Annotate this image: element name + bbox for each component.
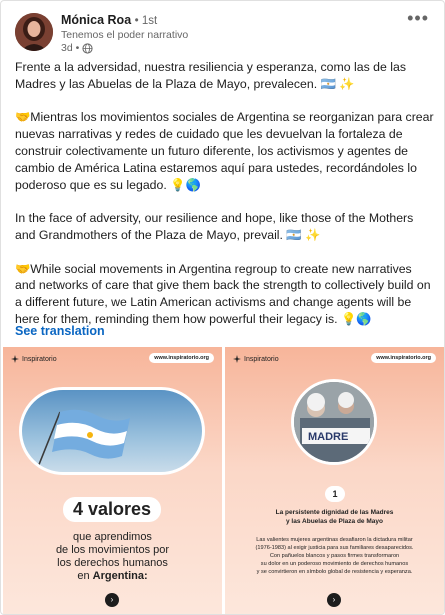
author-line: [61, 13, 157, 27]
slide-caption: [3, 531, 222, 583]
caption-line: los derechos humanos: [57, 557, 168, 569]
brand-name: Inspiratorio: [22, 355, 57, 363]
title-line: La persistente dignidad de las Madres: [275, 509, 394, 516]
post-paragraph: Frente a la adversidad, nuestra resiliencia y esperanza, como las de las Madres y las Abuelas de la Plaza de Mayo, prevalecen. 🇦🇷 ✨: [15, 60, 406, 91]
title-line: y las Abuelas de Plaza de Mayo: [286, 517, 383, 525]
description-line: (1976-1983) al exigir justicia para sus familiares desaparecidos.: [255, 545, 414, 551]
carousel-slide[interactable]: [225, 347, 444, 615]
see-translation-button[interactable]: See translation: [15, 324, 105, 338]
slide-description: [231, 536, 438, 576]
avatar[interactable]: [15, 13, 53, 51]
brand-name: Inspiratorio: [244, 355, 279, 363]
caption-line: que aprendimos: [73, 531, 152, 543]
post-text: [15, 59, 435, 345]
description-line: su dolor en un poderoso movimiento de derechos humanos: [260, 561, 409, 567]
post-paragraph: 🤝While social movements in Argentina regroup to create new narratives and networks of care that give them back the strength to collectively build on a different future, we Latin American activisms and change agents will be here for them, reminding them how powerful their legacy is. 💡🌎: [15, 261, 431, 326]
mothers-photo: [291, 379, 377, 465]
caption-line: [3, 570, 222, 583]
slide-title: [225, 509, 444, 526]
next-arrow-icon[interactable]: ›: [327, 593, 341, 607]
carousel-slide[interactable]: [3, 347, 222, 615]
connection-degree: • 1st: [134, 15, 158, 27]
image-carousel[interactable]: [3, 347, 444, 615]
more-options-icon[interactable]: •••: [407, 8, 429, 28]
description-line: Con pañuelos blancos y pasos firmes transformaron: [269, 553, 400, 559]
post-header: [15, 8, 435, 55]
post-paragraph: 🤝Mientras los movimientos sociales de Argentina se reorganizan para crear nuevas narrativas y redes de cuidado que les devuelvan la fortaleza de construir colectivamente un futuro diferente, los activismos y agentes de cambio de América Latina estaremos aquí para ustedes, recordándoles lo poderoso que es su legado. 💡🌎: [15, 110, 434, 192]
flag-photo: [19, 387, 205, 475]
brand-mark-icon: [11, 355, 19, 363]
post-time: 3d •: [61, 42, 80, 54]
description-line: Las valientes mujeres argentinas desafiaron la dictadura militar: [256, 537, 413, 543]
description-line: y se convirtieron en símbolo global de resistencia y esperanza.: [256, 569, 413, 575]
url-badge: www.inspiratorio.org: [149, 353, 214, 363]
globe-icon: [82, 43, 93, 54]
slide-number: 1: [325, 486, 345, 502]
post-meta: [61, 42, 93, 54]
argentina-flag-image: [22, 390, 202, 472]
caption-line: de los movimientos por: [55, 544, 170, 556]
url-badge: www.inspiratorio.org: [371, 353, 436, 363]
avatar-image: [15, 13, 53, 51]
banner-text: MADRE: [308, 431, 349, 443]
brand-logo: [233, 355, 279, 363]
author-headline: Tenemos el poder narrativo: [61, 29, 189, 41]
author-name[interactable]: Mónica Roa: [61, 13, 132, 27]
caption-bold: Argentina:: [92, 570, 148, 582]
brand-logo: [11, 355, 57, 363]
caption-prefix: en: [77, 570, 93, 582]
post-paragraph: In the face of adversity, our resilience and hope, like those of the Mothers and Grandmothers of the Plaza de Mayo, prevail. 🇦🇷 ✨: [15, 211, 414, 242]
brand-mark-icon: [233, 355, 241, 363]
next-arrow-icon[interactable]: ›: [105, 593, 119, 607]
slide-headline: 4 valores: [63, 497, 161, 522]
protest-photo-image: [294, 382, 374, 462]
